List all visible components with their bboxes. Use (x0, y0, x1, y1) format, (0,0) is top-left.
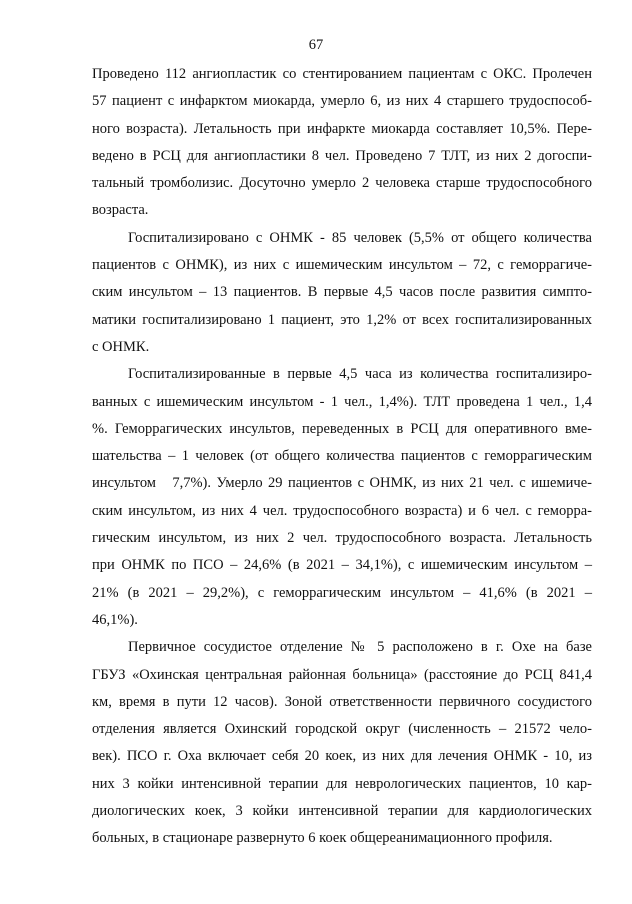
text-line: Госпитализировано с ОНМК - 85 человек (5,5% от общего количества (128, 229, 592, 246)
text-line: ским инсультом – 13 пациентов. В первые 4,5 часов после развития симпто- (92, 284, 592, 301)
text-line: 21% (в 2021 – 29,2%), с геморрагическим инсультом – 41,6% (в 2021 – (92, 584, 592, 601)
text-line: инсультом 7,7%). Умерло 29 пациентов с ОНМК, из них 21 чел. с ишемиче- (92, 475, 592, 492)
text-line: ГБУЗ «Охинская центральная районная больница» (расстояние до РСЦ 841,4 (92, 666, 592, 683)
paragraph (92, 225, 592, 361)
paragraph (92, 361, 592, 634)
text-line: Проведено 112 ангиопластик со стентированием пациентам с ОКС. Пролечен (92, 66, 592, 82)
text-line: 46,1%). (92, 611, 138, 628)
text-line: ванных с ишемическим инсультом - 1 чел., 1,4%). ТЛТ проведена 1 чел., 1,4 (92, 393, 592, 410)
page-number: 67 (308, 37, 324, 53)
text-line: км, время в пути 12 часов). Зоной ответственности первичного сосудистого (92, 693, 592, 710)
text-line: них 3 койки интенсивной терапии для неврологических пациентов, 10 кар- (92, 775, 592, 792)
text-line: гическим инсультом, из них 2 чел. трудоспособного возраста. Летальность (92, 530, 592, 547)
text-line: шательства – 1 человек (от общего количества пациентов с геморрагическим (92, 448, 592, 465)
text-line: пациентов с ОНМК), из них с ишемическим инсультом – 72, с геморрагиче- (92, 257, 592, 274)
text-line: матики госпитализировано 1 пациент, это 1,2% от всех госпитализированных (92, 311, 592, 328)
text-line: Первичное сосудистое отделение № 5 расположено в г. Охе на базе (128, 639, 592, 656)
text-line: диологических коек, 3 койки интенсивной терапии для кардиологических (92, 803, 592, 820)
text-line: 57 пациент с инфарктом миокарда, умерло 6, из них 4 старшего трудоспособ- (92, 93, 592, 110)
text-line: Госпитализированные в первые 4,5 часа из количества госпитализиро- (128, 366, 592, 383)
document-body (92, 61, 592, 853)
text-line: больных, в стационаре развернуто 6 коек общереанимационного профиля. (92, 830, 553, 847)
text-line: ведено в РСЦ для ангиопластики 8 чел. Проведено 7 ТЛТ, из них 2 догоспи- (92, 147, 592, 164)
text-line: при ОНМК по ПСО – 24,6% (в 2021 – 34,1%), с ишемическим инсультом – (92, 557, 592, 574)
text-line: отделения является Охинский городской округ (численность – 21572 чело- (92, 721, 592, 738)
text-line: ским инсультом, из них 4 чел. трудоспособного возраста) и 6 чел. с геморра- (92, 502, 592, 519)
text-line: век). ПСО г. Оха включает себя 20 коек, из них для лечения ОНМК - 10, из (92, 748, 592, 765)
text-line: возраста. (92, 202, 149, 219)
text-line: ного возраста). Летальность при инфаркте миокарда составляет 10,5%. Пере- (92, 120, 592, 137)
paragraph (92, 634, 592, 852)
text-line: тальный тромболизис. Досуточно умерло 2 человека старше трудоспособного (92, 175, 592, 192)
text-line: с ОНМК. (92, 338, 150, 355)
paragraph (92, 61, 592, 225)
text-line: %. Геморрагических инсультов, переведенных в РСЦ для оперативного вме- (92, 420, 592, 437)
